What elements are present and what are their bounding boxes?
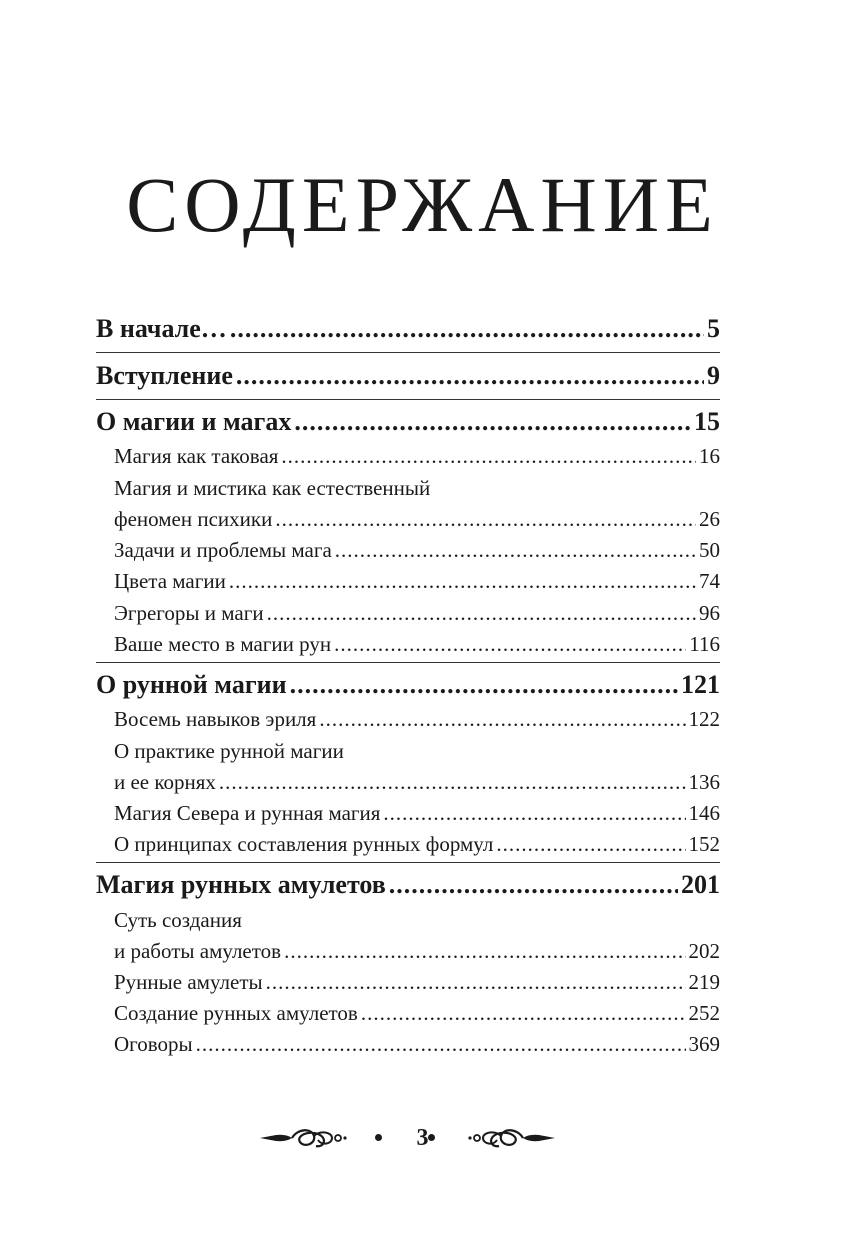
- toc-entry-label: Магия как таковая: [114, 444, 279, 468]
- toc-entry-main[interactable]: [96, 313, 720, 345]
- toc-entry-sub[interactable]: [114, 999, 720, 1027]
- dot-leader: [219, 768, 686, 796]
- dot-leader: [290, 669, 678, 701]
- dot-leader: [230, 313, 704, 345]
- toc-entry-sub[interactable]: [114, 630, 720, 658]
- toc-entry-sub-wrapped-line[interactable]: Магия и мистика как естественный: [114, 476, 431, 500]
- toc-entry-page: 252: [688, 1001, 720, 1025]
- toc-entry-label: Вступление: [96, 361, 233, 390]
- dot-leader: [294, 406, 691, 438]
- dot-leader: [361, 999, 686, 1027]
- divider: [96, 399, 720, 400]
- toc-entry-label: Магия рунных амулетов: [96, 870, 386, 899]
- toc-entry-sub[interactable]: [114, 768, 720, 796]
- toc-entry-label: Создание рунных амулетов: [114, 1001, 358, 1025]
- dot-leader: [335, 536, 696, 564]
- toc-entry-main[interactable]: [96, 360, 720, 392]
- toc-entry-label: Восемь навыков эриля: [114, 707, 317, 731]
- toc-entry-main[interactable]: [96, 869, 720, 901]
- toc-entry-page: 16: [699, 444, 720, 468]
- dot-leader: [389, 869, 678, 901]
- dot-leader: [383, 799, 685, 827]
- toc-entry-page: 146: [688, 801, 720, 825]
- toc-entry-page: 96: [699, 601, 720, 625]
- toc-entry-label: Магия Севера и рунная магия: [114, 801, 381, 825]
- toc-entry-sub[interactable]: [114, 830, 720, 858]
- toc-entry-label: О магии и магах: [96, 407, 292, 436]
- divider: [96, 862, 720, 863]
- toc-entry-sub[interactable]: [114, 1030, 720, 1058]
- toc-entry-page: 5: [707, 314, 720, 343]
- dot-leader: [229, 567, 696, 595]
- toc-entry-page: 201: [681, 870, 720, 899]
- toc-entry-main[interactable]: [96, 669, 720, 701]
- toc-entry-sub[interactable]: [114, 567, 720, 595]
- toc-entry-sub[interactable]: [114, 536, 720, 564]
- dot-leader: [496, 830, 685, 858]
- divider: [96, 662, 720, 663]
- toc-entry-page: 121: [681, 670, 720, 699]
- toc-entry-label: О рунной магии: [96, 670, 287, 699]
- toc-entry-label: В начале…: [96, 314, 227, 343]
- knot-ornament-icon: [465, 1124, 557, 1152]
- toc-entry-page: 202: [688, 939, 720, 963]
- toc-entry-sub[interactable]: [114, 937, 720, 965]
- toc-entry-sub[interactable]: [114, 442, 720, 470]
- toc-entry-label: Ваше место в магии рун: [114, 632, 332, 656]
- toc-entry-label: Рунные амулеты: [114, 970, 263, 994]
- toc-entry-page: 369: [688, 1032, 720, 1056]
- toc-entry-page: 116: [689, 632, 720, 656]
- dot-leader: [266, 968, 686, 996]
- toc-entry-sub-wrapped-line[interactable]: Суть создания: [114, 908, 242, 932]
- dot-leader: [319, 705, 685, 733]
- dot-leader: [281, 442, 696, 470]
- toc-entry-page: 152: [688, 832, 720, 856]
- divider: [96, 352, 720, 353]
- dot-leader: [267, 599, 696, 627]
- page-footer: [0, 1118, 845, 1158]
- dot-leader: [275, 505, 696, 533]
- bullet-dot: [428, 1134, 435, 1141]
- toc-entry-label: феномен психики: [114, 507, 273, 531]
- toc-entry-page: 219: [688, 970, 720, 994]
- dot-leader: [284, 937, 685, 965]
- toc-entry-page: 9: [707, 361, 720, 390]
- toc-entry-page: 74: [699, 569, 720, 593]
- dot-leader: [236, 360, 704, 392]
- toc-entry-label: и работы амулетов: [114, 939, 282, 963]
- toc-entry-page: 15: [694, 407, 720, 436]
- dot-leader: [334, 630, 686, 658]
- toc-entry-label: Цвета магии: [114, 569, 226, 593]
- toc-entry-page: 50: [699, 538, 720, 562]
- toc-entry-sub[interactable]: [114, 799, 720, 827]
- page-number: 3: [416, 1125, 429, 1151]
- toc-entry-sub[interactable]: [114, 705, 720, 733]
- toc-entry-sub[interactable]: [114, 599, 720, 627]
- toc-entry-sub-wrapped-line[interactable]: О практике рунной магии: [114, 739, 344, 763]
- toc-entry-label: О принципах составления рунных формул: [114, 832, 494, 856]
- toc-entry-label: Эгрегоры и маги: [114, 601, 264, 625]
- toc-entry-main[interactable]: [96, 406, 720, 438]
- toc-entry-sub[interactable]: [114, 505, 720, 533]
- toc-entry-label: Задачи и проблемы мага: [114, 538, 332, 562]
- page-title: СОДЕРЖАНИЕ: [126, 161, 719, 248]
- toc-entry-page: 122: [688, 707, 720, 731]
- toc-entry-page: 136: [688, 770, 720, 794]
- dot-leader: [196, 1030, 686, 1058]
- toc-entry-label: Оговоры: [114, 1032, 193, 1056]
- toc-entry-sub[interactable]: [114, 968, 720, 996]
- toc-entry-page: 26: [699, 507, 720, 531]
- toc-entry-label: и ее корнях: [114, 770, 216, 794]
